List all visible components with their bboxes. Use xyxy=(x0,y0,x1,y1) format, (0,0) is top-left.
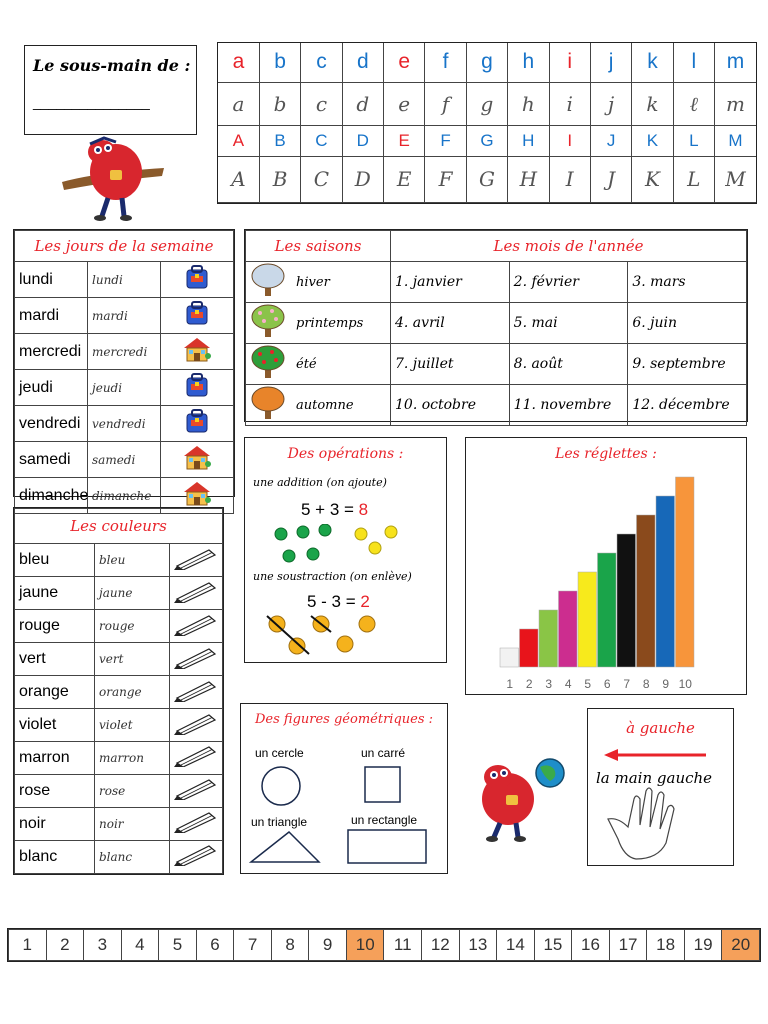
alphabet-upper-print-letter: H xyxy=(508,126,549,157)
subtraction-result: 2 xyxy=(360,592,370,611)
reglette-label: 7 xyxy=(623,677,631,691)
season-label: printemps xyxy=(296,315,364,331)
number-cell: 9 xyxy=(309,930,347,961)
reglettes-box xyxy=(465,437,747,695)
day-row xyxy=(15,442,234,478)
color-row xyxy=(15,840,223,873)
alphabet-upper-print-letter: J xyxy=(590,126,631,157)
color-row xyxy=(15,544,223,577)
number-cell: 8 xyxy=(271,930,309,961)
school-bag-icon xyxy=(161,370,234,406)
pencil-icon xyxy=(170,544,223,577)
alphabet-upper-cursive-letter: B xyxy=(259,156,300,202)
triangle-shape xyxy=(251,832,319,862)
winter-tree-icon xyxy=(246,262,290,302)
figures-title: Des figures géométriques : xyxy=(254,712,434,727)
days-title: Les jours de la semaine xyxy=(15,231,234,262)
pencil-icon xyxy=(170,709,223,742)
reglette-bar xyxy=(559,591,578,667)
circle-label: un cercle xyxy=(255,746,304,760)
alphabet-lower-print-letter: c xyxy=(301,43,342,82)
month-cell: 3. mars xyxy=(628,262,747,303)
day-cursive: jeudi xyxy=(88,370,161,406)
number-cell: 16 xyxy=(572,930,610,961)
circle-shape xyxy=(262,767,300,805)
month-cell: 7. juillet xyxy=(391,344,510,385)
season-row xyxy=(246,344,747,385)
color-row xyxy=(15,610,223,643)
day-row xyxy=(15,298,234,334)
reglette-label: 1 xyxy=(506,677,514,691)
alphabet-upper-print-letter: L xyxy=(673,126,714,157)
number-cell: 17 xyxy=(609,930,647,961)
reglette-label: 4 xyxy=(564,677,572,691)
color-cursive: jaune xyxy=(95,577,170,610)
school-bag-icon xyxy=(161,298,234,334)
alphabet-upper-cursive-letter: A xyxy=(218,156,259,202)
reglette-label: 2 xyxy=(525,677,533,691)
color-cursive: rose xyxy=(95,774,170,807)
reglette-label: 8 xyxy=(642,677,650,691)
season-row xyxy=(246,262,747,303)
reglettes-chart xyxy=(466,438,746,694)
month-cell: 8. août xyxy=(509,344,628,385)
alphabet-lower-cursive-letter: f xyxy=(425,82,466,125)
operations-title: Des opérations : xyxy=(287,446,404,462)
alphabet-lower-cursive-letter: b xyxy=(259,82,300,125)
month-cell: 2. février xyxy=(509,262,628,303)
alphabet-upper-cursive-letter: G xyxy=(466,156,507,202)
season-label: hiver xyxy=(296,274,330,290)
color-print: rouge xyxy=(15,610,95,643)
month-cell: 1. janvier xyxy=(391,262,510,303)
month-cell: 6. juin xyxy=(628,303,747,344)
color-print: blanc xyxy=(15,840,95,873)
color-print: vert xyxy=(15,643,95,676)
number-cell: 1 xyxy=(9,930,47,961)
colors-table xyxy=(13,507,224,875)
color-cursive: blanc xyxy=(95,840,170,873)
addition-expression: 5 + 3 = xyxy=(301,500,354,519)
color-row xyxy=(15,807,223,840)
day-print: dimanche xyxy=(15,478,88,514)
month-cell: 12. décembre xyxy=(628,385,747,426)
number-cell: 13 xyxy=(459,930,497,961)
month-cell: 11. novembre xyxy=(509,385,628,426)
triangle-label: un triangle xyxy=(251,815,308,829)
subtraction-expression: 5 - 3 = xyxy=(307,592,356,611)
day-print: samedi xyxy=(15,442,88,478)
name-box xyxy=(24,45,197,135)
day-row xyxy=(15,334,234,370)
days-table xyxy=(13,229,235,504)
color-cursive: vert xyxy=(95,643,170,676)
day-row xyxy=(15,406,234,442)
number-cell: 12 xyxy=(422,930,460,961)
alphabet-upper-cursive-letter: C xyxy=(301,156,342,202)
color-row xyxy=(15,577,223,610)
alphabet-upper-cursive-letter: M xyxy=(715,156,757,202)
number-cell: 5 xyxy=(159,930,197,961)
alphabet-upper-print-letter: C xyxy=(301,126,342,157)
alphabet-lower-cursive-letter: h xyxy=(508,82,549,125)
day-row xyxy=(15,262,234,298)
alphabet-lower-print-letter: d xyxy=(342,43,383,82)
number-cell: 6 xyxy=(196,930,234,961)
color-cursive: marron xyxy=(95,741,170,774)
square-label: un carré xyxy=(361,746,406,760)
alphabet-lower-print-letter: f xyxy=(425,43,466,82)
number-cell: 7 xyxy=(234,930,272,961)
left-hand-box xyxy=(587,708,734,866)
alphabet-upper-print-letter: B xyxy=(259,126,300,157)
autumn-tree-icon xyxy=(246,385,290,425)
day-print: lundi xyxy=(15,262,88,298)
name-box-title: Le sous-main de : xyxy=(33,56,191,75)
alphabet-upper-cursive-letter: F xyxy=(425,156,466,202)
color-print: rose xyxy=(15,774,95,807)
day-cursive: lundi xyxy=(88,262,161,298)
alphabet-lower-cursive-letter: i xyxy=(549,82,590,125)
addition-dots xyxy=(265,524,415,566)
month-cell: 9. septembre xyxy=(628,344,747,385)
color-cursive: noir xyxy=(95,807,170,840)
mascot-with-globe xyxy=(468,755,578,845)
alphabet-table xyxy=(217,42,757,204)
addition-result: 8 xyxy=(358,500,369,519)
alphabet-upper-cursive-letter: D xyxy=(342,156,383,202)
rectangle-shape xyxy=(348,830,426,863)
reglette-bar xyxy=(500,648,519,667)
subtraction-label: une soustraction (on enlève) xyxy=(253,570,412,583)
reglettes-title: Les réglettes : xyxy=(555,446,657,462)
geometric-shapes xyxy=(241,704,447,873)
month-cell: 5. mai xyxy=(509,303,628,344)
day-cursive: dimanche xyxy=(88,478,161,514)
pencil-icon xyxy=(170,610,223,643)
color-print: violet xyxy=(15,709,95,742)
number-cell: 19 xyxy=(684,930,722,961)
pencil-icon xyxy=(170,643,223,676)
left-hand-caption: la main gauche xyxy=(596,769,713,787)
reglette-bar xyxy=(676,477,695,667)
color-print: orange xyxy=(15,676,95,709)
color-row xyxy=(15,774,223,807)
alphabet-lower-cursive-letter: g xyxy=(466,82,507,125)
alphabet-lower-print-letter: m xyxy=(715,43,757,82)
alphabet-upper-cursive-letter: J xyxy=(590,156,631,202)
alphabet-upper-print-letter: F xyxy=(425,126,466,157)
alphabet-lower-print-letter: k xyxy=(632,43,673,82)
season-row xyxy=(246,303,747,344)
name-line: _______________ xyxy=(33,94,150,110)
alphabet-lower-cursive-letter: k xyxy=(632,82,673,125)
number-cell: 14 xyxy=(497,930,535,961)
alphabet-upper-cursive-letter: K xyxy=(632,156,673,202)
left-hand-title: à gauche xyxy=(626,719,695,737)
color-row xyxy=(15,676,223,709)
color-row xyxy=(15,741,223,774)
subtraction-equation xyxy=(307,592,370,612)
reglette-bar xyxy=(520,629,539,667)
reglette-bar xyxy=(637,515,656,667)
addition-label: une addition (on ajoute) xyxy=(253,476,387,489)
alphabet-upper-print-letter: D xyxy=(342,126,383,157)
seasons-title: Les saisons xyxy=(246,231,391,262)
season-row xyxy=(246,385,747,426)
alphabet-upper-cursive-letter: H xyxy=(508,156,549,202)
day-row xyxy=(15,370,234,406)
month-cell: 4. avril xyxy=(391,303,510,344)
alphabet-lower-print-letter: a xyxy=(218,43,259,82)
alphabet-upper-cursive-letter: E xyxy=(384,156,425,202)
number-cell: 15 xyxy=(534,930,572,961)
alphabet-lower-cursive-letter: e xyxy=(384,82,425,125)
house-icon xyxy=(161,442,234,478)
pencil-icon xyxy=(170,840,223,873)
number-cell: 18 xyxy=(647,930,685,961)
reglette-bar xyxy=(598,553,617,667)
alphabet-lower-print-letter: b xyxy=(259,43,300,82)
alphabet-lower-cursive-letter: c xyxy=(301,82,342,125)
figures-box xyxy=(240,703,448,874)
reglette-label: 6 xyxy=(603,677,611,691)
season-cell xyxy=(246,344,391,385)
color-row xyxy=(15,709,223,742)
reglette-bar xyxy=(539,610,558,667)
number-cell: 11 xyxy=(384,930,422,961)
alphabet-upper-cursive-letter: L xyxy=(673,156,714,202)
reglette-label: 5 xyxy=(584,677,592,691)
color-print: jaune xyxy=(15,577,95,610)
season-cell xyxy=(246,262,391,303)
color-cursive: orange xyxy=(95,676,170,709)
reglette-label: 10 xyxy=(678,677,692,691)
pencil-icon xyxy=(170,774,223,807)
alphabet-upper-print-letter: K xyxy=(632,126,673,157)
day-print: mercredi xyxy=(15,334,88,370)
alphabet-upper-print-letter: E xyxy=(384,126,425,157)
alphabet-upper-print-letter: G xyxy=(466,126,507,157)
pencil-icon xyxy=(170,741,223,774)
alphabet-lower-print-letter: h xyxy=(508,43,549,82)
day-cursive: vendredi xyxy=(88,406,161,442)
alphabet-lower-print-letter: i xyxy=(549,43,590,82)
number-line xyxy=(7,928,761,962)
alphabet-upper-print-letter: M xyxy=(715,126,757,157)
school-bag-icon xyxy=(161,262,234,298)
house-icon xyxy=(161,334,234,370)
day-cursive: samedi xyxy=(88,442,161,478)
season-cell xyxy=(246,385,391,426)
season-label: été xyxy=(296,356,317,372)
alphabet-lower-cursive-letter: j xyxy=(590,82,631,125)
color-cursive: bleu xyxy=(95,544,170,577)
color-print: bleu xyxy=(15,544,95,577)
reglette-bar xyxy=(617,534,636,667)
pencil-icon xyxy=(170,577,223,610)
reglette-label: 3 xyxy=(545,677,553,691)
alphabet-lower-print-letter: j xyxy=(590,43,631,82)
day-print: jeudi xyxy=(15,370,88,406)
day-cursive: mercredi xyxy=(88,334,161,370)
alphabet-upper-cursive-letter: I xyxy=(549,156,590,202)
season-label: automne xyxy=(296,397,354,413)
pencil-icon xyxy=(170,807,223,840)
alphabet-lower-print-letter: g xyxy=(466,43,507,82)
alphabet-lower-cursive-letter: m xyxy=(715,82,757,125)
day-print: mardi xyxy=(15,298,88,334)
seasons-months-table xyxy=(244,229,748,422)
color-print: marron xyxy=(15,741,95,774)
hand-icon xyxy=(588,709,733,865)
alphabet-lower-cursive-letter: d xyxy=(342,82,383,125)
reglette-label: 9 xyxy=(662,677,670,691)
day-cursive: mardi xyxy=(88,298,161,334)
square-shape xyxy=(365,767,400,802)
reglette-bar xyxy=(578,572,597,667)
alphabet-lower-print-letter: e xyxy=(384,43,425,82)
operations-box xyxy=(244,437,447,663)
alphabet-upper-print-letter: A xyxy=(218,126,259,157)
alphabet-lower-print-letter: l xyxy=(673,43,714,82)
color-row xyxy=(15,643,223,676)
number-cell-highlighted: 10 xyxy=(346,930,384,961)
color-cursive: rouge xyxy=(95,610,170,643)
rectangle-label: un rectangle xyxy=(351,813,418,827)
month-cell: 10. octobre xyxy=(391,385,510,426)
addition-equation xyxy=(301,500,368,520)
number-cell-highlighted: 20 xyxy=(722,930,760,961)
subtraction-dots xyxy=(263,614,413,656)
number-cell: 3 xyxy=(84,930,122,961)
pencil-icon xyxy=(170,676,223,709)
reglette-bar xyxy=(656,496,675,667)
alphabet-lower-cursive-letter: a xyxy=(218,82,259,125)
mascot-on-branch xyxy=(58,132,168,224)
alphabet-lower-cursive-letter: ℓ xyxy=(673,82,714,125)
alphabet-upper-print-letter: I xyxy=(549,126,590,157)
season-cell xyxy=(246,303,391,344)
day-print: vendredi xyxy=(15,406,88,442)
colors-title: Les couleurs xyxy=(15,509,223,544)
school-bag-icon xyxy=(161,406,234,442)
number-cell: 4 xyxy=(121,930,159,961)
summer-tree-icon xyxy=(246,344,290,384)
spring-tree-icon xyxy=(246,303,290,343)
number-cell: 2 xyxy=(46,930,84,961)
color-cursive: violet xyxy=(95,709,170,742)
color-print: noir xyxy=(15,807,95,840)
months-title: Les mois de l'année xyxy=(391,231,747,262)
